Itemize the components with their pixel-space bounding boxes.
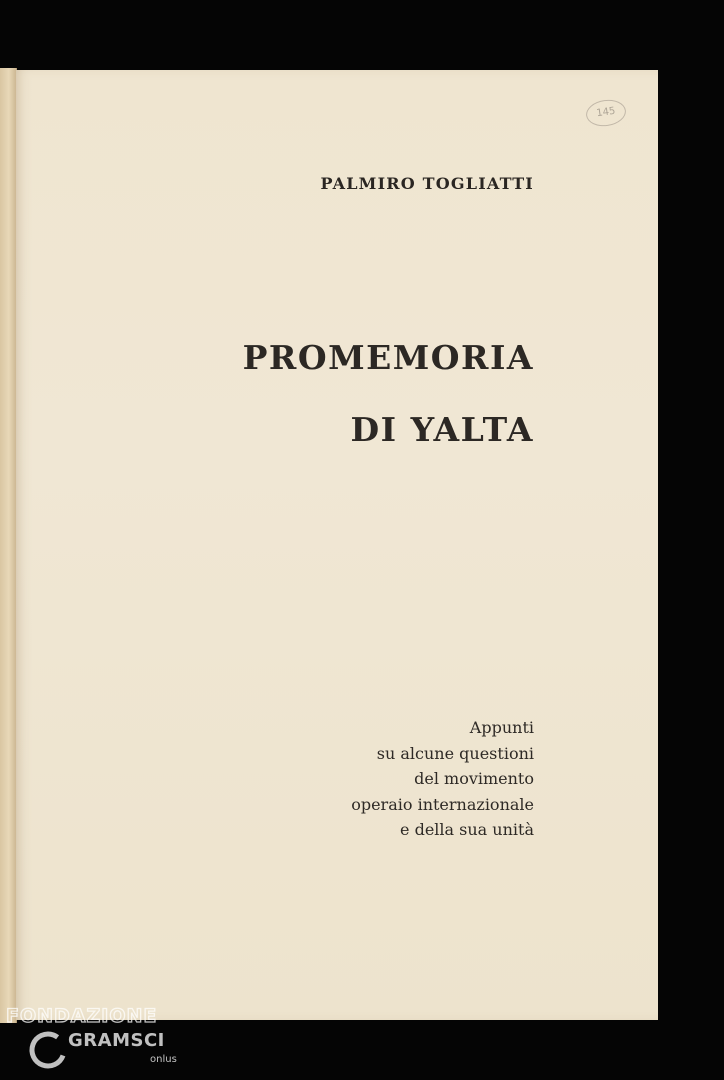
subtitle-line-4: operaio internazionale [351,794,534,814]
fondazione-gramsci-logo [4,1000,184,1080]
subtitle-line-2: su alcune questioni [376,743,534,763]
book-subtitle [351,715,534,843]
subtitle-line-1: Appunti [469,718,534,737]
outer-leaf-edge [0,68,17,1023]
title-page [16,70,658,1020]
author-name: PALMIRO TOGLIATTI [320,174,534,193]
logo-g-circle [27,1029,68,1070]
logo-line-fondazione: FONDAZIONE [6,1005,158,1027]
subtitle-line-5: e della sua unità [400,820,534,839]
logo-line-gramsci: GRAMSCI [68,1030,165,1051]
logo-line-onlus: onlus [150,1054,177,1065]
book-title-line-1: PROMEMORIA [242,338,534,377]
book-title-line-2: DI YALTA [350,410,534,449]
subtitle-line-3: del movimento [414,769,534,788]
pencil-annotation: 145 [584,97,627,128]
